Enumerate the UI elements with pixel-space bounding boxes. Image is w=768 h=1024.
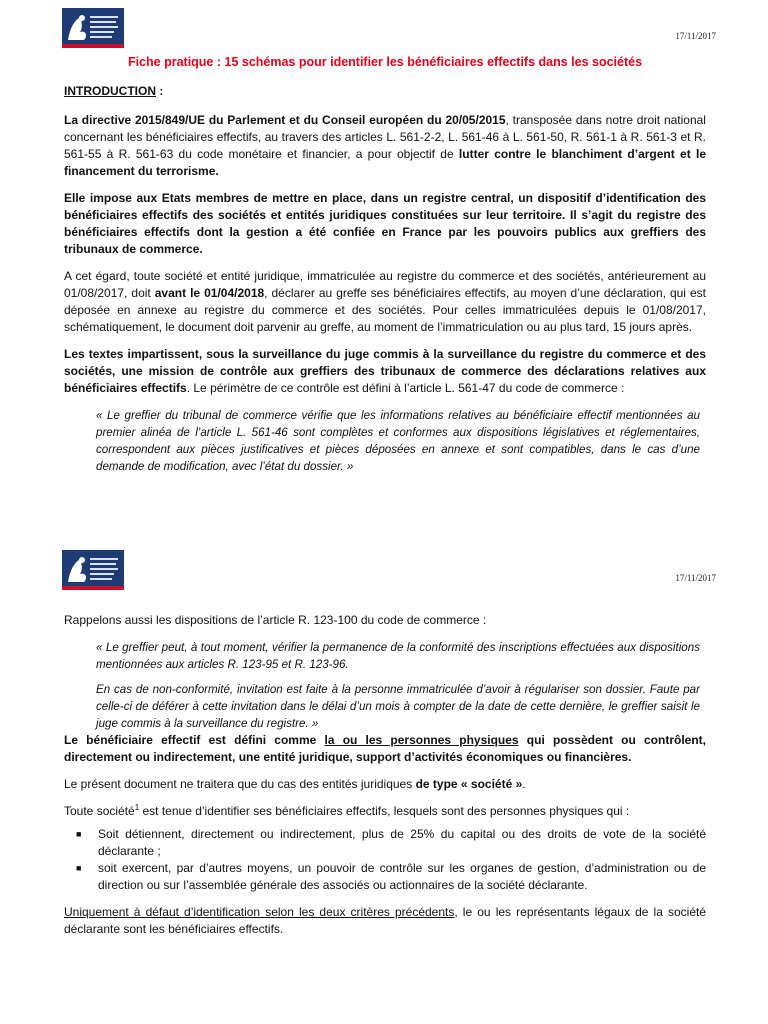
document-date: 17/11/2017 xyxy=(675,573,716,583)
conseil-national-greffiers-logo xyxy=(62,550,124,590)
document-page-2 xyxy=(0,540,768,1024)
a-defaut-underlined: Uniquement à défaut d’identification selon les deux critères précédents xyxy=(64,905,455,919)
paragraph-scope xyxy=(64,776,706,793)
paragraph-a-defaut xyxy=(64,904,706,938)
controle-bold: Les textes impartissent, sous la surveillance du juge commis à la surveillance du registre du commerce et des sociétés, une mission de contrôle aux greffiers des tribunaux de commerce des déclarations relatives aux bénéficiaires effectifs xyxy=(64,347,706,395)
directive-objective: lutter contre le blanchiment d’argent et le financement du terrorisme. xyxy=(64,147,706,178)
list-item-text: Soit détiennent, directement ou indirectement, plus de 25% du capital ou des droits de vote de la société déclarante ; xyxy=(98,827,706,858)
list-item xyxy=(64,860,706,894)
paragraph-deadline xyxy=(64,268,706,336)
scope-end: . xyxy=(522,777,526,791)
directive-reference: La directive 2015/849/UE du Parlement et du Conseil européen du 20/05/2015 xyxy=(64,113,506,127)
paragraph-rappel: Rappelons aussi les dispositions de l’article R. 123-100 du code de commerce : xyxy=(64,613,487,627)
page-2-content xyxy=(64,612,706,938)
paragraph-toute-societe xyxy=(64,803,706,820)
quote-r123-100-part1: « Le greffier peut, à tout moment, vérifier la permanence de la conformité des inscriptions effectuées aux dispositions mentionnées aux articles R. 123-95 et R. 123-96. xyxy=(96,641,700,671)
deadline-text-b: , déclarer au greffe ses bénéficiaires effectifs, au moyen d’une déclaration, qui est déposée en annexe au registre du commerce et des sociétés. Pour celles immatriculées depuis le 01/08/2017, schématiquement, le document doit parvenir au greffe, au moment de l’immatriculation ou au plus tard, 15 jours après. xyxy=(64,286,706,334)
introduction-colon: : xyxy=(156,84,164,98)
paragraph-directive xyxy=(64,112,706,180)
quote-article-l561-47: « Le greffier du tribunal de commerce vérifie que les informations relatives au bénéficiaire effectif mentionnées au premier alinéa de l’article L. 561-46 sont complètes et conformes aux dispositions législatives et réglementaires, correspondent aux pièces justificatives et pièces déposées en annexe et sont compatibles, dans le cas d’une demande de modification, avec l’état du dossier. » xyxy=(96,409,700,473)
controle-text: . Le périmètre de ce contrôle est défini à l’article L. 561-47 du code de commerce : xyxy=(186,381,625,395)
paragraph-controle xyxy=(64,346,706,397)
definition-underlined: la ou les personnes physiques xyxy=(324,733,519,747)
deadline-date: avant le 01/04/2018 xyxy=(154,286,265,300)
document-date: 17/11/2017 xyxy=(675,31,716,41)
definition-text-a: Le bénéficiaire effectif est défini comme xyxy=(64,733,325,747)
toute-societe-b: est tenue d’identifier ses bénéficiaires effectifs, lesquels sont des personnes physiques qui : xyxy=(139,804,630,818)
scope-bold: de type « société » xyxy=(415,777,523,791)
page-1-content xyxy=(64,54,706,475)
list-item xyxy=(64,826,706,860)
introduction-heading xyxy=(64,83,706,100)
introduction-label: INTRODUCTION xyxy=(64,84,156,98)
deadline-text-a: A cet égard, toute société et entité juridique, immatriculée au registre du commerce et des sociétés, antérieurement au 01/08/2017, doit xyxy=(64,269,706,300)
bullet-icon: ■ xyxy=(76,829,82,839)
quote-r123-100-part2: En cas de non-conformité, invitation est faite à la personne immatriculée d’avoir à régulariser son dossier. Faute par celle-ci de déférer à cette invitation dans le délai d’un mois à compter de la date de cette dernière, le greffier saisit le juge commis à la surveillance du registre. » xyxy=(96,683,700,730)
scope-text: Le présent document ne traitera que du cas des entités juridiques xyxy=(64,777,416,791)
directive-text: , transposée dans notre droit national concernant les bénéficiaires effectifs, au travers des articles L. 561-2-2, L. 561-46 à L. 561-50, R. 561-1 à R. 561-3 et R. 561-55 à R. 561-63 du code monétaire et financier, a pour objectif de xyxy=(64,113,706,161)
criteria-list xyxy=(64,826,706,894)
toute-societe-a: Toute société xyxy=(64,804,135,818)
a-defaut-text: , le ou les représentants légaux de la société déclarante sont les bénéficiaires effectifs. xyxy=(64,905,706,936)
definition-text-b: qui possèdent ou contrôlent, directement ou indirectement, une entité juridique, support d’activités économiques ou financières. xyxy=(64,733,706,764)
conseil-national-greffiers-logo xyxy=(62,8,124,48)
footnote-marker: 1 xyxy=(134,803,140,812)
paragraph-definition xyxy=(64,732,706,766)
page-title: Fiche pratique : 15 schémas pour identifier les bénéficiaires effectifs dans les sociétés xyxy=(127,55,643,69)
paragraph-registre: Elle impose aux Etats membres de mettre en place, dans un registre central, un dispositif d’identification des bénéficiaires effectifs des sociétés et entités juridiques constituées sur leur territoire. Il s’agit du registre des bénéficiaires effectifs dont la gestion a été confiée en France par les pouvoirs publics aux greffiers des tribunaux de commerce. xyxy=(64,191,706,256)
list-item-text: soit exercent, par d’autres moyens, un pouvoir de contrôle sur les organes de gestion, d’administration ou de direction ou sur l’assemblée générale des associés ou actionnaires de la société déclarante. xyxy=(98,861,706,892)
bullet-icon: ■ xyxy=(76,863,82,873)
